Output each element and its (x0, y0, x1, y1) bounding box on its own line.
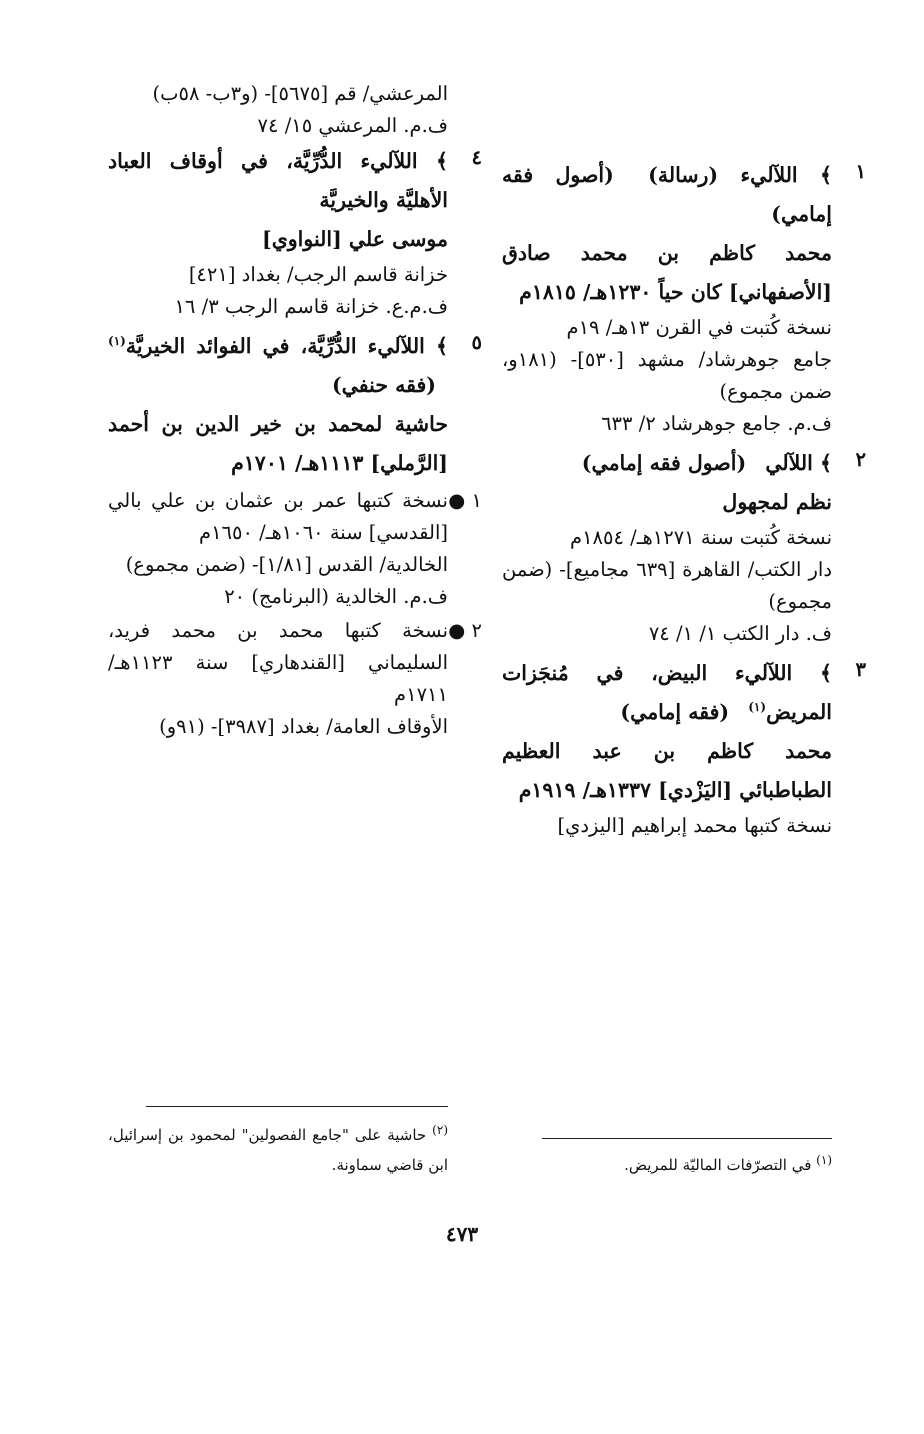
entry-number: ٣ (855, 658, 866, 681)
entry-3 (502, 654, 866, 842)
footnote-rule-right (542, 1138, 832, 1139)
entry-number: ٥ (471, 331, 482, 354)
manuscript-number: ١ ● (448, 489, 482, 512)
note: خزانة قاسم الرجب/ بغداد [٤٢١] (188, 263, 448, 286)
note: جامع جوهرشاد/ مشهد [٥٣٠]- (١٨١و، ضمن مجموع) (502, 348, 832, 403)
footnote-marker: (٢) (432, 1123, 448, 1137)
manuscript-text: نسخة كتبها عمر بن عثمان بن علي بالي [القدسي] سنة ١٠٦٠هـ/ ١٦٥٠م (108, 489, 448, 544)
footnote-marker: (١) (108, 334, 126, 349)
manuscript-text: نسخة كتبها محمد بن محمد فريد، السليماني [القندهاري] سنة ١١٢٣هـ/ ١٧١١م (108, 619, 448, 706)
footnote-rule-left (146, 1106, 448, 1107)
entry-category: (أصول فقه إمامي) (581, 451, 747, 475)
entry-number: ٤ (471, 146, 482, 169)
note: ف.م. جامع جوهرشاد ٢/ ٦٣٣ (601, 412, 832, 435)
note: ف.م.ع. خزانة قاسم الرجب ٣/ ١٦ (174, 295, 448, 318)
note: دار الكتب/ القاهرة [٦٣٩ مجاميع]- (ضمن مجموع) (502, 558, 832, 613)
page-number: ٤٧٣ (445, 1222, 479, 1246)
entry-number: ١ (855, 160, 866, 183)
footnote-marker: (١) (816, 1153, 832, 1167)
continuation-note: ف.م. المرعشي ١٥/ ٧٤ (257, 114, 448, 137)
entry-number: ٢ (855, 448, 866, 471)
note: الخالدية/ القدس [١/٨١]- (ضمن مجموع) (125, 553, 448, 576)
entry-category: (فقه حنفي) (331, 373, 436, 397)
entry-author: محمد كاظم بن محمد صادق [الأصفهاني] كان حياً ١٢٣٠هـ/ ١٨١٥م (502, 241, 832, 304)
note: نسخة كُتبت سنة ١٢٧١هـ/ ١٨٥٤م (570, 526, 832, 549)
footnote-marker: (١) (748, 700, 767, 715)
left-column (108, 78, 482, 747)
entry-category: (فقه إمامي) (620, 700, 730, 724)
note: ف. دار الكتب ١/ ١/ ٧٤ (648, 622, 832, 645)
manuscript-number: ٢ ● (448, 619, 482, 642)
note: نسخة كتبها محمد إبراهيم [اليزدي] (557, 814, 832, 837)
note: الأوقاف العامة/ بغداد [٣٩٨٧]- (٩١و) (159, 715, 448, 738)
entry-title: ﴾ اللآليء البيض، في مُنجَزات المريض$^{(١)}$ (فقه إمامي) (502, 661, 832, 724)
note: ف.م. الخالدية (البرنامج) ٢٠ (224, 585, 448, 608)
footnote-left: $^{(٢)}$ حاشية على "جامع الفصولين" لمحمود بن إسرائيل، ابن قاضي سماونة. (108, 1123, 448, 1174)
entry-title: ﴾ اللآليء الدُّرِّيَّة، في الفوائد الخيريَّة$^{(١)}$ (فقه حنفي) (108, 334, 448, 397)
entry-author: موسى علي [النواوي] (262, 227, 448, 251)
right-column (502, 156, 866, 846)
entry-2 (502, 444, 866, 650)
continuation-note: المرعشي/ قم [٥٦٧٥]- (و٣ب- ٥٨ب) (152, 82, 448, 105)
entry-1 (502, 156, 866, 440)
entry-author: نظم لمجهول (722, 490, 832, 514)
entry-author: محمد كاظم بن عبد العظيم الطباطبائي [اليَزْدي] ١٣٣٧هـ/ ١٩١٩م (502, 739, 832, 802)
note: نسخة كُتبت في القرن ١٣هـ/ ١٩م (566, 316, 832, 339)
entry-category: (أصول فقه إمامي) (502, 163, 832, 226)
footnote-right: $^{(١)}$ في التصرّفات الماليّة للمريض. (624, 1153, 832, 1174)
manuscript-item (108, 615, 482, 743)
entry-4 (108, 142, 482, 323)
entry-title: ﴾ اللآلي (أصول فقه إمامي) (581, 451, 832, 475)
manuscript-item (108, 485, 482, 613)
entry-title: ﴾ اللآليء (رسالة) (أصول فقه إمامي) (502, 163, 832, 226)
entry-5 (108, 327, 482, 743)
entry-title: ﴾ اللآليء الدُّرِّيَّة، في أوقاف العباد الأهليَّة والخيريَّة (108, 149, 448, 212)
entry-author: حاشية لمحمد بن خير الدين بن أحمد [الرَّملي] ١١١٣هـ/ ١٧٠١م (108, 412, 448, 475)
